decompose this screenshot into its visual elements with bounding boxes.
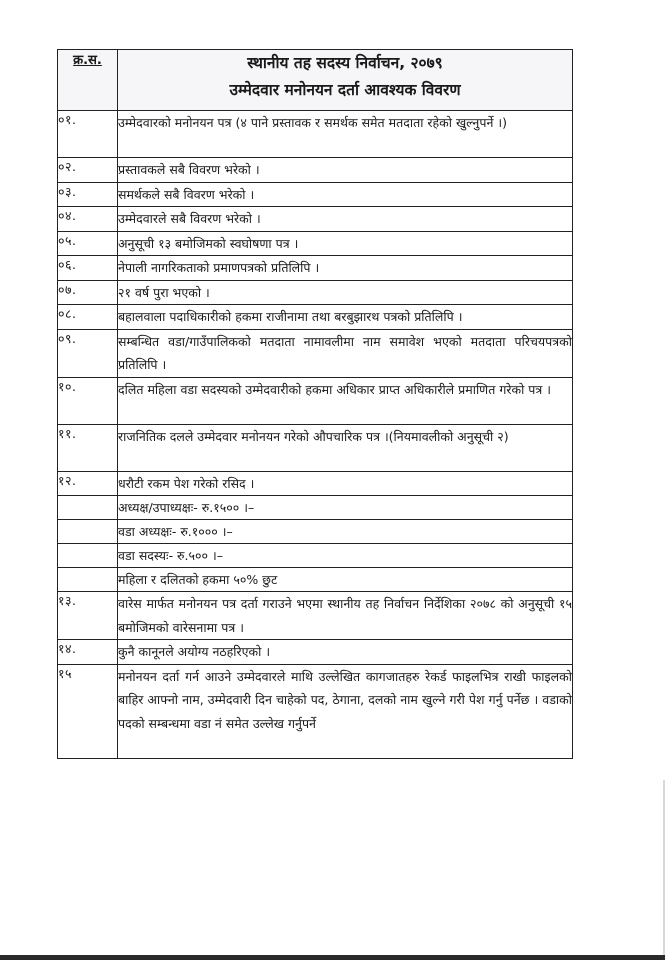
- deposit-detail-row: [58, 568, 573, 592]
- header-row: [58, 50, 573, 111]
- item-number: १४.: [58, 640, 118, 665]
- item-number: १५: [58, 664, 118, 758]
- item-number: ०४.: [58, 207, 118, 232]
- item-text: सम्बन्धित वडा/गाउँपालिकको मतदाता नामावलीमा नाम समावेश भएको मतदाता परिचयपत्रको प्रतिलिपि ।: [118, 329, 573, 377]
- item-number: ११.: [58, 424, 118, 471]
- item-text: नेपाली नागरिकताको प्रमाणपत्रको प्रतिलिपि ।: [118, 256, 573, 281]
- table-row: [58, 471, 573, 496]
- deposit-detail-row: [58, 544, 573, 568]
- deposit-discount-note: महिला र दलितको हकमा ५०% छुट: [118, 568, 573, 592]
- table-row: [58, 158, 573, 183]
- item-number: ०८.: [58, 305, 118, 330]
- item-number: ०९.: [58, 329, 118, 377]
- table-row: [58, 377, 573, 424]
- item-number: ०२.: [58, 158, 118, 183]
- title-line-2: उम्मेदवार मनोनयन दर्ता आवश्यक विवरण: [229, 81, 461, 99]
- item-text: अनुसूची १३ बमोजिमको स्वघोषणा पत्र ।: [118, 231, 573, 256]
- empty-number-cell: [58, 496, 118, 520]
- table-row: [58, 640, 573, 665]
- item-text: धरौटी रकम पेश गरेको रसिद ।: [118, 471, 573, 496]
- table-row: [58, 207, 573, 232]
- table-row: [58, 182, 573, 207]
- item-number: १३.: [58, 592, 118, 640]
- item-number: ०६.: [58, 256, 118, 281]
- item-text: बहालवाला पदाधिकारीको हकमा राजीनामा तथा बरबुझारथ पत्रको प्रतिलिपि ।: [118, 305, 573, 330]
- deposit-ward-chair: वडा अध्यक्षः- रु.१००० ।–: [118, 520, 573, 544]
- deposit-chair-vice-chair: अध्यक्ष/उपाध्यक्षः- रु.१५०० ।–: [118, 496, 573, 520]
- document-title: [118, 50, 573, 111]
- empty-number-cell: [58, 544, 118, 568]
- serial-number-header: क्र.स.: [58, 50, 118, 111]
- deposit-detail-row: [58, 496, 573, 520]
- table-row: [58, 424, 573, 471]
- item-number: १२.: [58, 471, 118, 496]
- table-row: [58, 111, 573, 158]
- table-row: [58, 231, 573, 256]
- table-row: [58, 664, 573, 758]
- item-text: दलित महिला वडा सदस्यको उम्मेदवारीको हकमा अधिकार प्राप्त अधिकारीले प्रमाणित गरेको पत्र ।: [118, 377, 573, 424]
- item-text: २१ वर्ष पुरा भएको ।: [118, 280, 573, 305]
- table-row: [58, 305, 573, 330]
- item-text: समर्थकले सबै विवरण भरेको ।: [118, 182, 573, 207]
- page-bottom-edge: [0, 955, 665, 960]
- item-number: ०३.: [58, 182, 118, 207]
- item-text: वारेस मार्फत मनोनयन पत्र दर्ता गराउने भएमा स्थानीय तह निर्वाचन निर्देशिका २०७८ को अनुसूची १५ बमोजिमको वारेसनामा पत्र ।: [118, 592, 573, 640]
- item-text: उम्मेदवारले सबै विवरण भरेको ।: [118, 207, 573, 232]
- item-text: मनोनयन दर्ता गर्न आउने उम्मेदवारले माथि उल्लेखित कागजातहरु रेकर्ड फाइलभित्र राखी फाइलको बाहिर आफ्नो नाम, उम्मेदवारी दिन चाहेको पद, ठेगाना, दलको नाम खुल्ने गरी पेश गर्नु पर्नेछ । वडाको पदको सम्बन्धमा वडा नं समेत उल्लेख गर्नुपर्ने: [118, 664, 573, 758]
- nomination-checklist-table: [57, 49, 573, 759]
- item-number: ०५.: [58, 231, 118, 256]
- table-row: [58, 256, 573, 281]
- item-text: उम्मेदवारको मनोनयन पत्र (४ पाने प्रस्तावक र समर्थक समेत मतदाता रहेको खुल्नुपर्ने ।): [118, 111, 573, 158]
- item-text: कुनै कानूनले अयोग्य नठहरिएको ।: [118, 640, 573, 665]
- item-text: राजनितिक दलले उम्मेदवार मनोनयन गरेको औपचारिक पत्र ।(नियमावलीको अनुसूची २): [118, 424, 573, 471]
- table-row: [58, 280, 573, 305]
- table-row: [58, 329, 573, 377]
- item-number: ०१.: [58, 111, 118, 158]
- item-text: प्रस्तावकले सबै विवरण भरेको ।: [118, 158, 573, 183]
- item-number: १०.: [58, 377, 118, 424]
- deposit-ward-member: वडा सदस्यः- रु.५०० ।–: [118, 544, 573, 568]
- title-line-1: स्थानीय तह सदस्य निर्वाचन, २०७९: [247, 54, 443, 72]
- item-number: ०७.: [58, 280, 118, 305]
- deposit-detail-row: [58, 520, 573, 544]
- empty-number-cell: [58, 520, 118, 544]
- table-row: [58, 592, 573, 640]
- empty-number-cell: [58, 568, 118, 592]
